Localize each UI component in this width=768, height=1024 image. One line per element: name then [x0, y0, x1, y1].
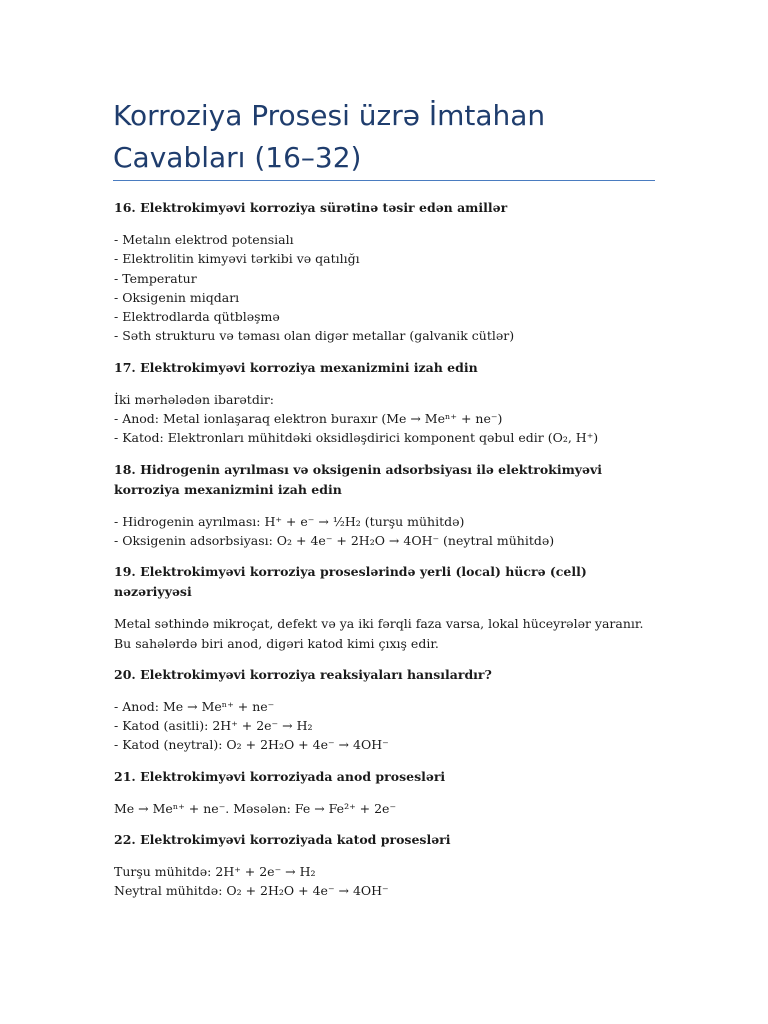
list-item: Turşu mühitdə: 2H⁺ + 2e⁻ → H₂ — [114, 864, 316, 880]
question-heading: 21. Elektrokimyəvi korroziyada anod prosesləri — [114, 768, 446, 784]
list-item: - Metalın elektrod potensialı — [114, 232, 294, 247]
list-item: - Hidrogenin ayrılması: H⁺ + e⁻ → ½H₂ (turşu mühitdə) — [114, 513, 465, 529]
paragraph-text: Metal səthində mikroçat, defekt və ya iki fərqli faza varsa, lokal hüceyrələr yaranır. Bu sahələrdə biri anod, digəri katod kimi çıxış edir. — [114, 616, 644, 651]
answer-list — [114, 799, 654, 818]
list-item: İki mərhələdən ibarətdir: — [114, 391, 275, 407]
list-item: - Katod: Elektronları mühitdəki oksidləşdirici komponent qəbul edir (O₂, H⁺) — [114, 430, 599, 446]
question-heading: 22. Elektrokimyəvi korroziyada katod prosesləri — [114, 832, 451, 848]
list-item: - Katod (asitli): 2H⁺ + 2e⁻ → H₂ — [114, 718, 313, 734]
section-17 — [114, 358, 654, 448]
answer-list — [114, 697, 654, 755]
question-heading: 19. Elektrokimyəvi korroziya proseslərində yerli (local) hücrə (cell) nəzəriyyəsi — [114, 564, 587, 600]
list-item: - Oksigenin adsorbsiyası: O₂ + 4e⁻ + 2H₂O → 4OH⁻ (neytral mühitdə) — [114, 532, 555, 548]
title-underline — [113, 180, 655, 181]
list-item: - Anod: Me → Meⁿ⁺ + ne⁻ — [114, 698, 275, 714]
list-item: Me → Meⁿ⁺ + ne⁻. Məsələn: Fe → Fe²⁺ + 2e⁻ — [114, 800, 397, 816]
answer-list — [114, 512, 654, 551]
section-21 — [114, 767, 654, 818]
question-heading: 17. Elektrokimyəvi korroziya mexanizmini izah edin — [114, 359, 478, 375]
page-title — [113, 95, 653, 179]
title-line-1: Korroziya Prosesi üzrə İmtahan — [113, 99, 546, 132]
answer-paragraph — [114, 614, 654, 653]
section-22 — [114, 830, 654, 901]
section-16 — [114, 198, 654, 346]
answer-list — [114, 862, 654, 901]
list-item: - Elektrodlarda qütbləşmə — [114, 309, 280, 325]
question-heading: 16. Elektrokimyəvi korroziya sürətinə təsir edən amillər — [114, 200, 508, 215]
question-heading: 20. Elektrokimyəvi korroziya reaksiyaları hansılardır? — [114, 666, 492, 682]
list-item: - Oksigenin miqdarı — [114, 289, 240, 305]
list-item: - Elektrolitin kimyəvi tərkibi və qatılığı — [114, 251, 360, 267]
list-item: Neytral mühitdə: O₂ + 2H₂O + 4e⁻ → 4OH⁻ — [114, 883, 389, 899]
answer-list — [114, 390, 654, 448]
section-18 — [114, 460, 654, 551]
section-19 — [114, 562, 654, 653]
list-item: - Səth strukturu və təması olan digər metallar (galvanik cütlər) — [114, 328, 515, 344]
title-line-2: Cavabları (16–32) — [113, 141, 362, 174]
list-item: - Anod: Metal ionlaşaraq elektron buraxır (Me → Meⁿ⁺ + ne⁻) — [114, 411, 503, 427]
list-item: - Temperatur — [114, 270, 197, 286]
answer-list — [114, 230, 654, 346]
list-item: - Katod (neytral): O₂ + 2H₂O + 4e⁻ → 4OH⁻ — [114, 737, 389, 753]
section-20 — [114, 665, 654, 755]
document-body — [114, 198, 654, 913]
question-heading: 18. Hidrogenin ayrılması və oksigenin adsorbsiyası ilə elektrokimyəvi korroziya mexanizmini izah edin — [114, 461, 603, 497]
